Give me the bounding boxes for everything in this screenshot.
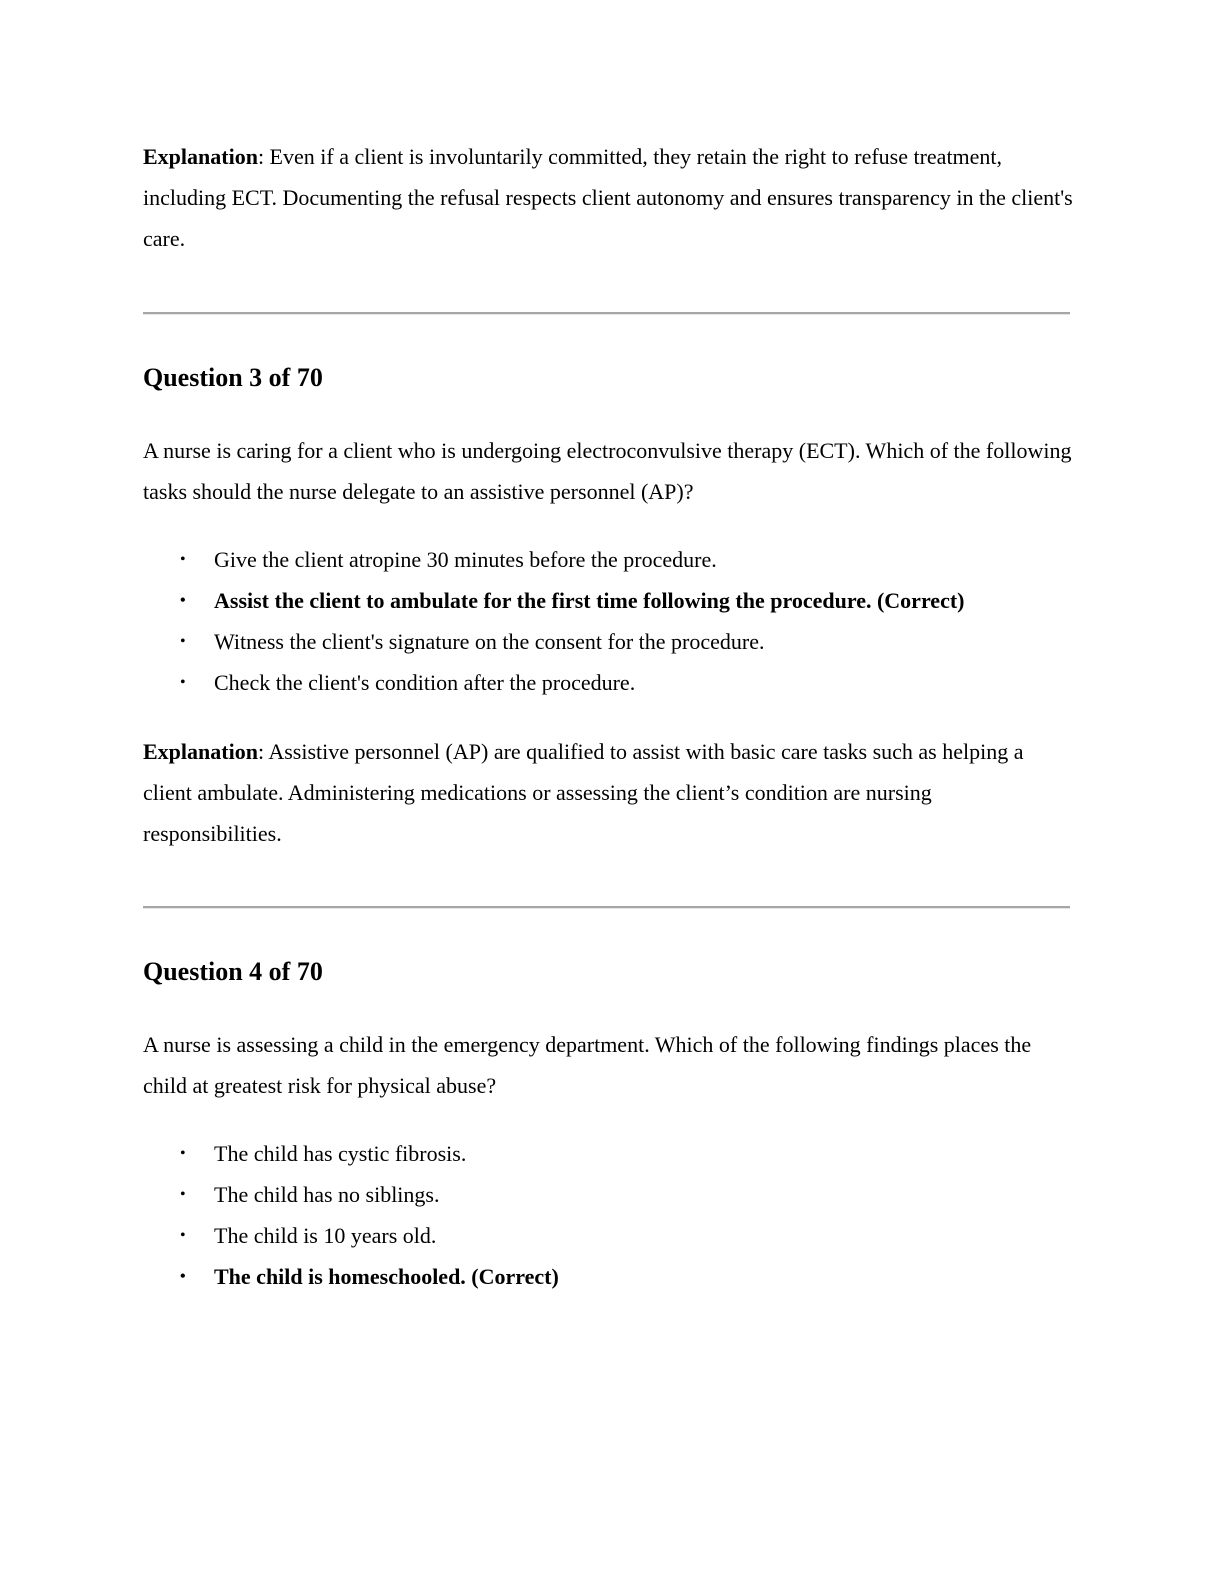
bullet-icon: •	[180, 1268, 186, 1285]
answer-options	[143, 539, 1073, 703]
bullet-icon: •	[180, 1145, 186, 1162]
answer-option	[143, 621, 1073, 662]
answer-option	[143, 1174, 1073, 1215]
option-text: The child has cystic fibrosis.	[214, 1141, 467, 1166]
answer-option	[143, 539, 1073, 580]
option-text: Assist the client to ambulate for the first time following the procedure. (Correct)	[214, 588, 965, 613]
explanation-label: Explanation	[143, 144, 258, 169]
bullet-icon: •	[180, 1186, 186, 1203]
option-text: Check the client's condition after the procedure.	[214, 670, 636, 695]
option-text: Witness the client's signature on the consent for the procedure.	[214, 629, 765, 654]
explanation-paragraph	[143, 731, 1073, 854]
question-stem: A nurse is caring for a client who is undergoing electroconvulsive therapy (ECT). Which of the following tasks should the nurse delegate to an assistive personnel (AP)?	[143, 438, 1072, 504]
answer-options	[143, 1133, 1073, 1297]
bullet-icon: •	[180, 551, 186, 568]
explanation-label: Explanation	[143, 739, 258, 764]
section-divider	[143, 906, 1070, 909]
question-title: Question 3 of 70	[143, 363, 323, 392]
option-text: The child has no siblings.	[214, 1182, 440, 1207]
explanation-paragraph	[143, 136, 1073, 259]
option-text: The child is 10 years old.	[214, 1223, 437, 1248]
option-text: The child is homeschooled. (Correct)	[214, 1264, 559, 1289]
bullet-icon: •	[180, 1227, 186, 1244]
question-title: Question 4 of 70	[143, 957, 323, 986]
explanation-text: : Even if a client is involuntarily committed, they retain the right to refuse treatment, including ECT. Documenting the refusal respects client autonomy and ensures transparency in the client's care.	[143, 144, 1073, 251]
answer-option	[143, 1133, 1073, 1174]
option-text: Give the client atropine 30 minutes before the procedure.	[214, 547, 717, 572]
answer-option	[143, 662, 1073, 703]
answer-option	[143, 1215, 1073, 1256]
explanation-text: : Assistive personnel (AP) are qualified to assist with basic care tasks such as helping a client ambulate. Administering medications or assessing the client’s condition are nursing responsibilities.	[143, 739, 1024, 846]
bullet-icon: •	[180, 633, 186, 650]
answer-option-correct	[143, 1256, 1073, 1297]
section-divider	[143, 312, 1070, 315]
bullet-icon: •	[180, 674, 186, 691]
answer-option-correct	[143, 580, 1073, 621]
bullet-icon: •	[180, 592, 186, 609]
question-stem: A nurse is assessing a child in the emergency department. Which of the following findings places the child at greatest risk for physical abuse?	[143, 1032, 1032, 1098]
